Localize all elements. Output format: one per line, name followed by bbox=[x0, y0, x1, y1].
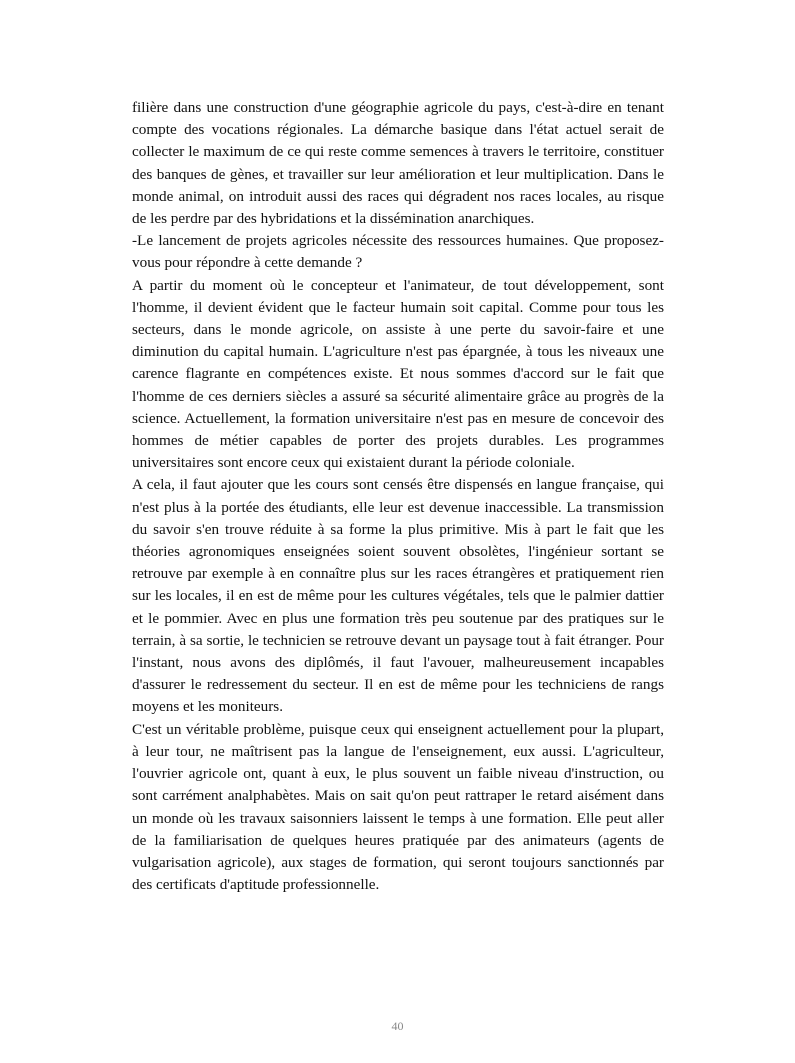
paragraph-5: C'est un véritable problème, puisque ceux qui enseignent actuellement pour la plupart, à leur tour, ne maîtrisent pas la langue de l'enseignement, eux aussi. L'agriculteur, l'ouvrier agricole ont, quant à eux, le plus souvent un faible niveau d'instruction, ou sont carrément analphabètes. Mais on sait qu'on peut rattraper le retard aisément dans un monde où les travaux saisonniers laissent le temps à une formation. Elle peut aller de la familiarisation de quelques heures pratiquée par des animateurs (agents de vulgarisation agricole), aux stages de formation, qui seront toujours sanctionnés par des certificats d'aptitude professionnelle. bbox=[132, 720, 664, 894]
paragraph-question: -Le lancement de projets agricoles nécessite des ressources humaines. Que proposez-vous pour répondre à cette demande ? bbox=[132, 232, 664, 272]
paragraph-3: A partir du moment où le concepteur et l'animateur, de tout développement, sont l'homme, il devient évident que le facteur humain soit capital. Comme pour tous les secteurs, dans le monde agricole, on assiste à une perte du savoir-faire et une diminution du capital humain. L'agriculture n'est pas épargnée, à tous les niveaux une carence flagrante en compétences existe. Et nous sommes d'accord sur le fait que l'homme de ces derniers siècles a assuré sa sécurité alimentaire grâce au progrès de la science. Actuellement, la formation universitaire n'est pas en mesure de concevoir des hommes de métier capables de porter des projets durables. Les programmes universitaires sont encore ceux qui existaient durant la période coloniale. bbox=[132, 276, 664, 472]
page-number: 40 bbox=[391, 1019, 404, 1033]
body-text bbox=[132, 97, 664, 896]
paragraph-1: filière dans une construction d'une géographie agricole du pays, c'est-à-dire en tenant compte des vocations régionales. La démarche basique dans l'état actuel serait de collecter le maximum de ce qui reste comme semences à travers le territoire, constituer des banques de gènes, et travailler sur leur amélioration et leur multiplication. Dans le monde animal, on introduit aussi des races qui dégradent nos races locales, au risque de les perdre par des hybridations et la dissémination anarchiques. bbox=[132, 99, 664, 228]
paragraph-4: A cela, il faut ajouter que les cours sont censés être dispensés en langue française, qui n'est plus à la portée des étudiants, elle leur est devenue inaccessible. La transmission du savoir s'en trouve réduite à sa forme la plus primitive. Mis à part le fait que les théories agronomiques enseignées soient souvent obsolètes, l'ingénieur sortant se retrouve par exemple à en connaître plus sur les races étrangères et pratiquement rien sur les locales, il en est de même pour les cultures végétales, tels que le palmier dattier et le pommier. Avec en plus une formation très peu soutenue par des pratiques sur le terrain, à sa sortie, le technicien se retrouve devant un paysage tout à fait étranger. Pour l'instant, nous avons des diplômés, il faut l'avouer, malheureusement incapables d'assurer le redressement du secteur. Il en est de même pour les techniciens de rangs moyens et les moniteurs. bbox=[132, 476, 664, 716]
